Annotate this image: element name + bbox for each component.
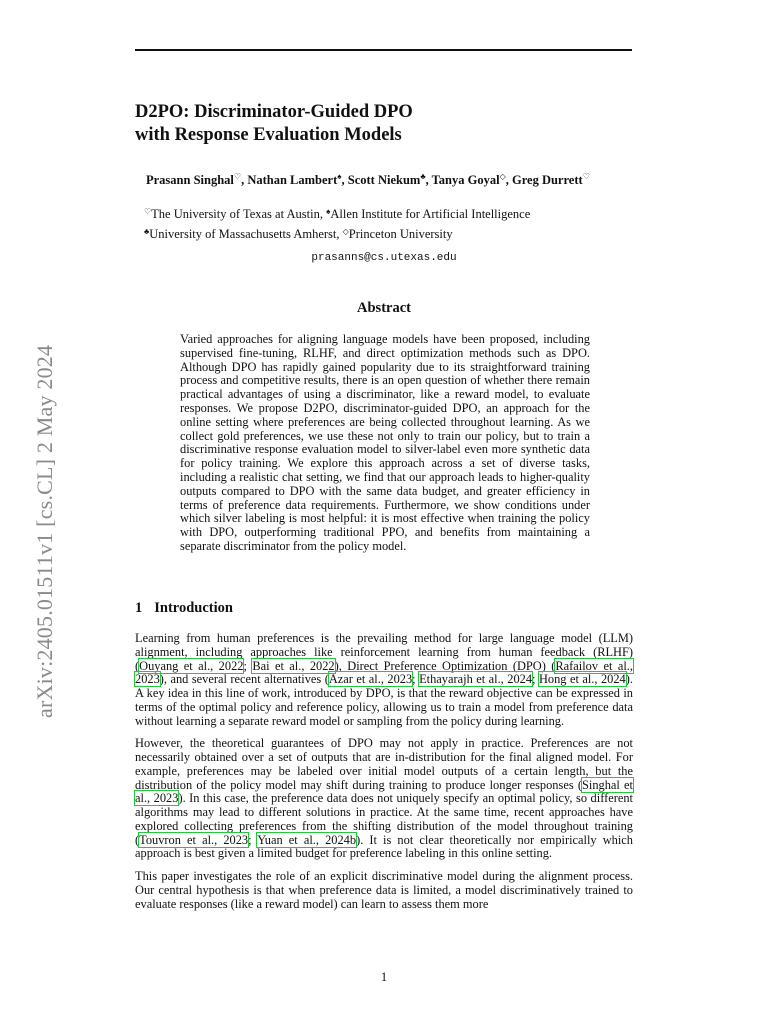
paragraph [135, 737, 633, 861]
section-heading [135, 600, 233, 617]
citation-link[interactable]: Bai et al., 2022 [252, 658, 335, 673]
affiliation: Princeton University [348, 227, 453, 241]
citation-link[interactable]: Touvron et al., 2023 [139, 832, 249, 847]
title-line-1: D2PO: Discriminator-Guided DPO [135, 102, 413, 122]
affiliation-mark: ♣ [420, 172, 426, 181]
abstract-heading: Abstract [357, 300, 411, 316]
affiliation-mark: ◇ [342, 227, 349, 236]
affiliation-mark: ♣ [144, 227, 150, 236]
email-text[interactable]: prasanns@cs.utexas.edu [311, 252, 457, 264]
affiliation: University of Massachusetts Amherst, [149, 227, 343, 241]
citation-link[interactable]: Yuan et al., 2024b [257, 832, 357, 847]
affiliation: Allen Institute for Artificial Intelligence [330, 207, 531, 221]
affiliation-mark: ♡ [582, 172, 590, 181]
paragraph-text: ; [412, 672, 420, 687]
author-name: Nathan Lambert [247, 173, 338, 187]
page-number: 1 [380, 970, 388, 984]
arxiv-identifier: arXiv:2405.01511v1 [cs.CL] 2 May 2024 [32, 344, 57, 718]
author [348, 173, 426, 187]
affiliation-mark: ♡ [233, 172, 242, 181]
section-number: 1 [135, 600, 143, 616]
paragraph-text: ; [243, 658, 253, 673]
affiliation-mark: ♠ [337, 172, 342, 181]
author [247, 173, 341, 187]
author [432, 173, 506, 187]
affiliation-line-1 [144, 203, 624, 223]
paragraph-text: ). It is not clear theoretically nor empirically which approach is best given a limited budget for preference labeling in this online setting. [135, 832, 633, 861]
contact-email [0, 252, 768, 264]
affiliation-line-2 [144, 223, 624, 243]
section-title: Introduction [154, 600, 233, 616]
paragraph-text: Learning from human preferences is the prevailing method for large language model (LLM) alignment, including approaches like reinforcement learning from human feedback (RLHF) ( [135, 631, 633, 673]
citation-link[interactable]: Singhal et al., 2023 [135, 777, 633, 806]
paragraph-text: ). In this case, the preference data does not uniquely specify an optimal policy, so different algorithms may lead to different solutions in practice. At the same time, recent approaches have explored collecting preferences from the shifting distribution of the model throughout training ( [135, 791, 633, 847]
author [146, 173, 241, 187]
paragraph-text: ; [532, 672, 539, 687]
paper-title [135, 101, 635, 147]
affiliation: The University of Texas at Austin, [151, 207, 327, 221]
paragraph-text: ). A key idea in this line of work, introduced by DPO, is that the reward objective can be expressed in terms of the optimal policy and reference policy, allowing us to train a model from preference data without learning a separate reward model or sampling from the policy during learning. [135, 672, 633, 728]
paragraph [135, 632, 633, 728]
title-line-2: with Response Evaluation Models [135, 125, 402, 145]
paragraph-text: However, the theoretical guarantees of DPO may not apply in practice. Preferences are not necessarily obtained over a set of outputs that are in-distribution for the final aligned model. For example, preferences may be labeled over initial model outputs of a certain length, but the distribution of the policy model may shift during training to produce longer responses ( [135, 736, 633, 792]
paragraph-text: ), Direct Preference Optimization (DPO) ( [334, 658, 556, 673]
abstract-text: Varied approaches for aligning language models have been proposed, including supervised fine-tuning, RLHF, and direct optimization methods such as DPO. Although DPO has rapidly gained popularity due to its straightforward training process and competitive results, there is an open question of whether there remain practical advantages of using a discriminator, like a reward model, to evaluate responses. We propose D2PO, discriminator-guided DPO, an approach for the online setting where preferences are being collected throughout learning. As we collect gold preferences, we use these not only to train our policy, but to train a discriminative response evaluation model to silver-label even more synthetic data for policy training. We explore this approach across a set of diverse tasks, including a realistic chat setting, we find that our approach leads to higher-quality outputs compared to DPO with the same data budget, and greater efficiency in terms of preference data requirements. Furthermore, we show conditions under which silver labeling is most helpful: it is most effective when training the policy with DPO, outperforming traditional PPO, and benefits from maintaining a separate discriminator from the policy model. [180, 332, 590, 553]
top-rule [135, 49, 632, 51]
paragraph-text: ; [248, 832, 258, 847]
affiliation-mark: ◇ [499, 172, 506, 181]
author [512, 173, 590, 187]
author-name: Tanya Goyal [431, 173, 500, 187]
author-name: Greg Durrett [511, 173, 583, 187]
citation-link[interactable]: Hong et al., 2024 [538, 672, 626, 687]
citation-link[interactable]: Ethayarajh et al., 2024 [419, 672, 533, 687]
paragraph [135, 870, 633, 911]
author-name: Prasann Singhal [146, 173, 234, 187]
paragraph-text: This paper investigates the role of an explicit discriminative model during the alignment process. Our central hypothesis is that when preference data is limited, a model discriminatively trained to evaluate responses (like a reward model) can learn to assess them more [135, 869, 633, 911]
affiliations [144, 203, 624, 243]
author-name: Scott Niekum [347, 173, 421, 187]
citation-link[interactable]: Azar et al., 2023 [328, 672, 413, 687]
citation-link[interactable]: Ouyang et al., 2022 [139, 658, 244, 673]
introduction-body [135, 632, 633, 920]
affiliation-mark: ♡ [144, 207, 152, 216]
author-list: Prasann Singhal♡, Nathan Lambert♠, Scott Niekum♣, Tanya Goyal◇, Greg Durrett♡ [146, 172, 590, 187]
paragraph-text: ), and several recent alternatives ( [159, 672, 329, 687]
citation-link[interactable]: Rafailov et al., 2023 [135, 658, 633, 687]
affiliation-mark: ♠ [326, 207, 331, 216]
